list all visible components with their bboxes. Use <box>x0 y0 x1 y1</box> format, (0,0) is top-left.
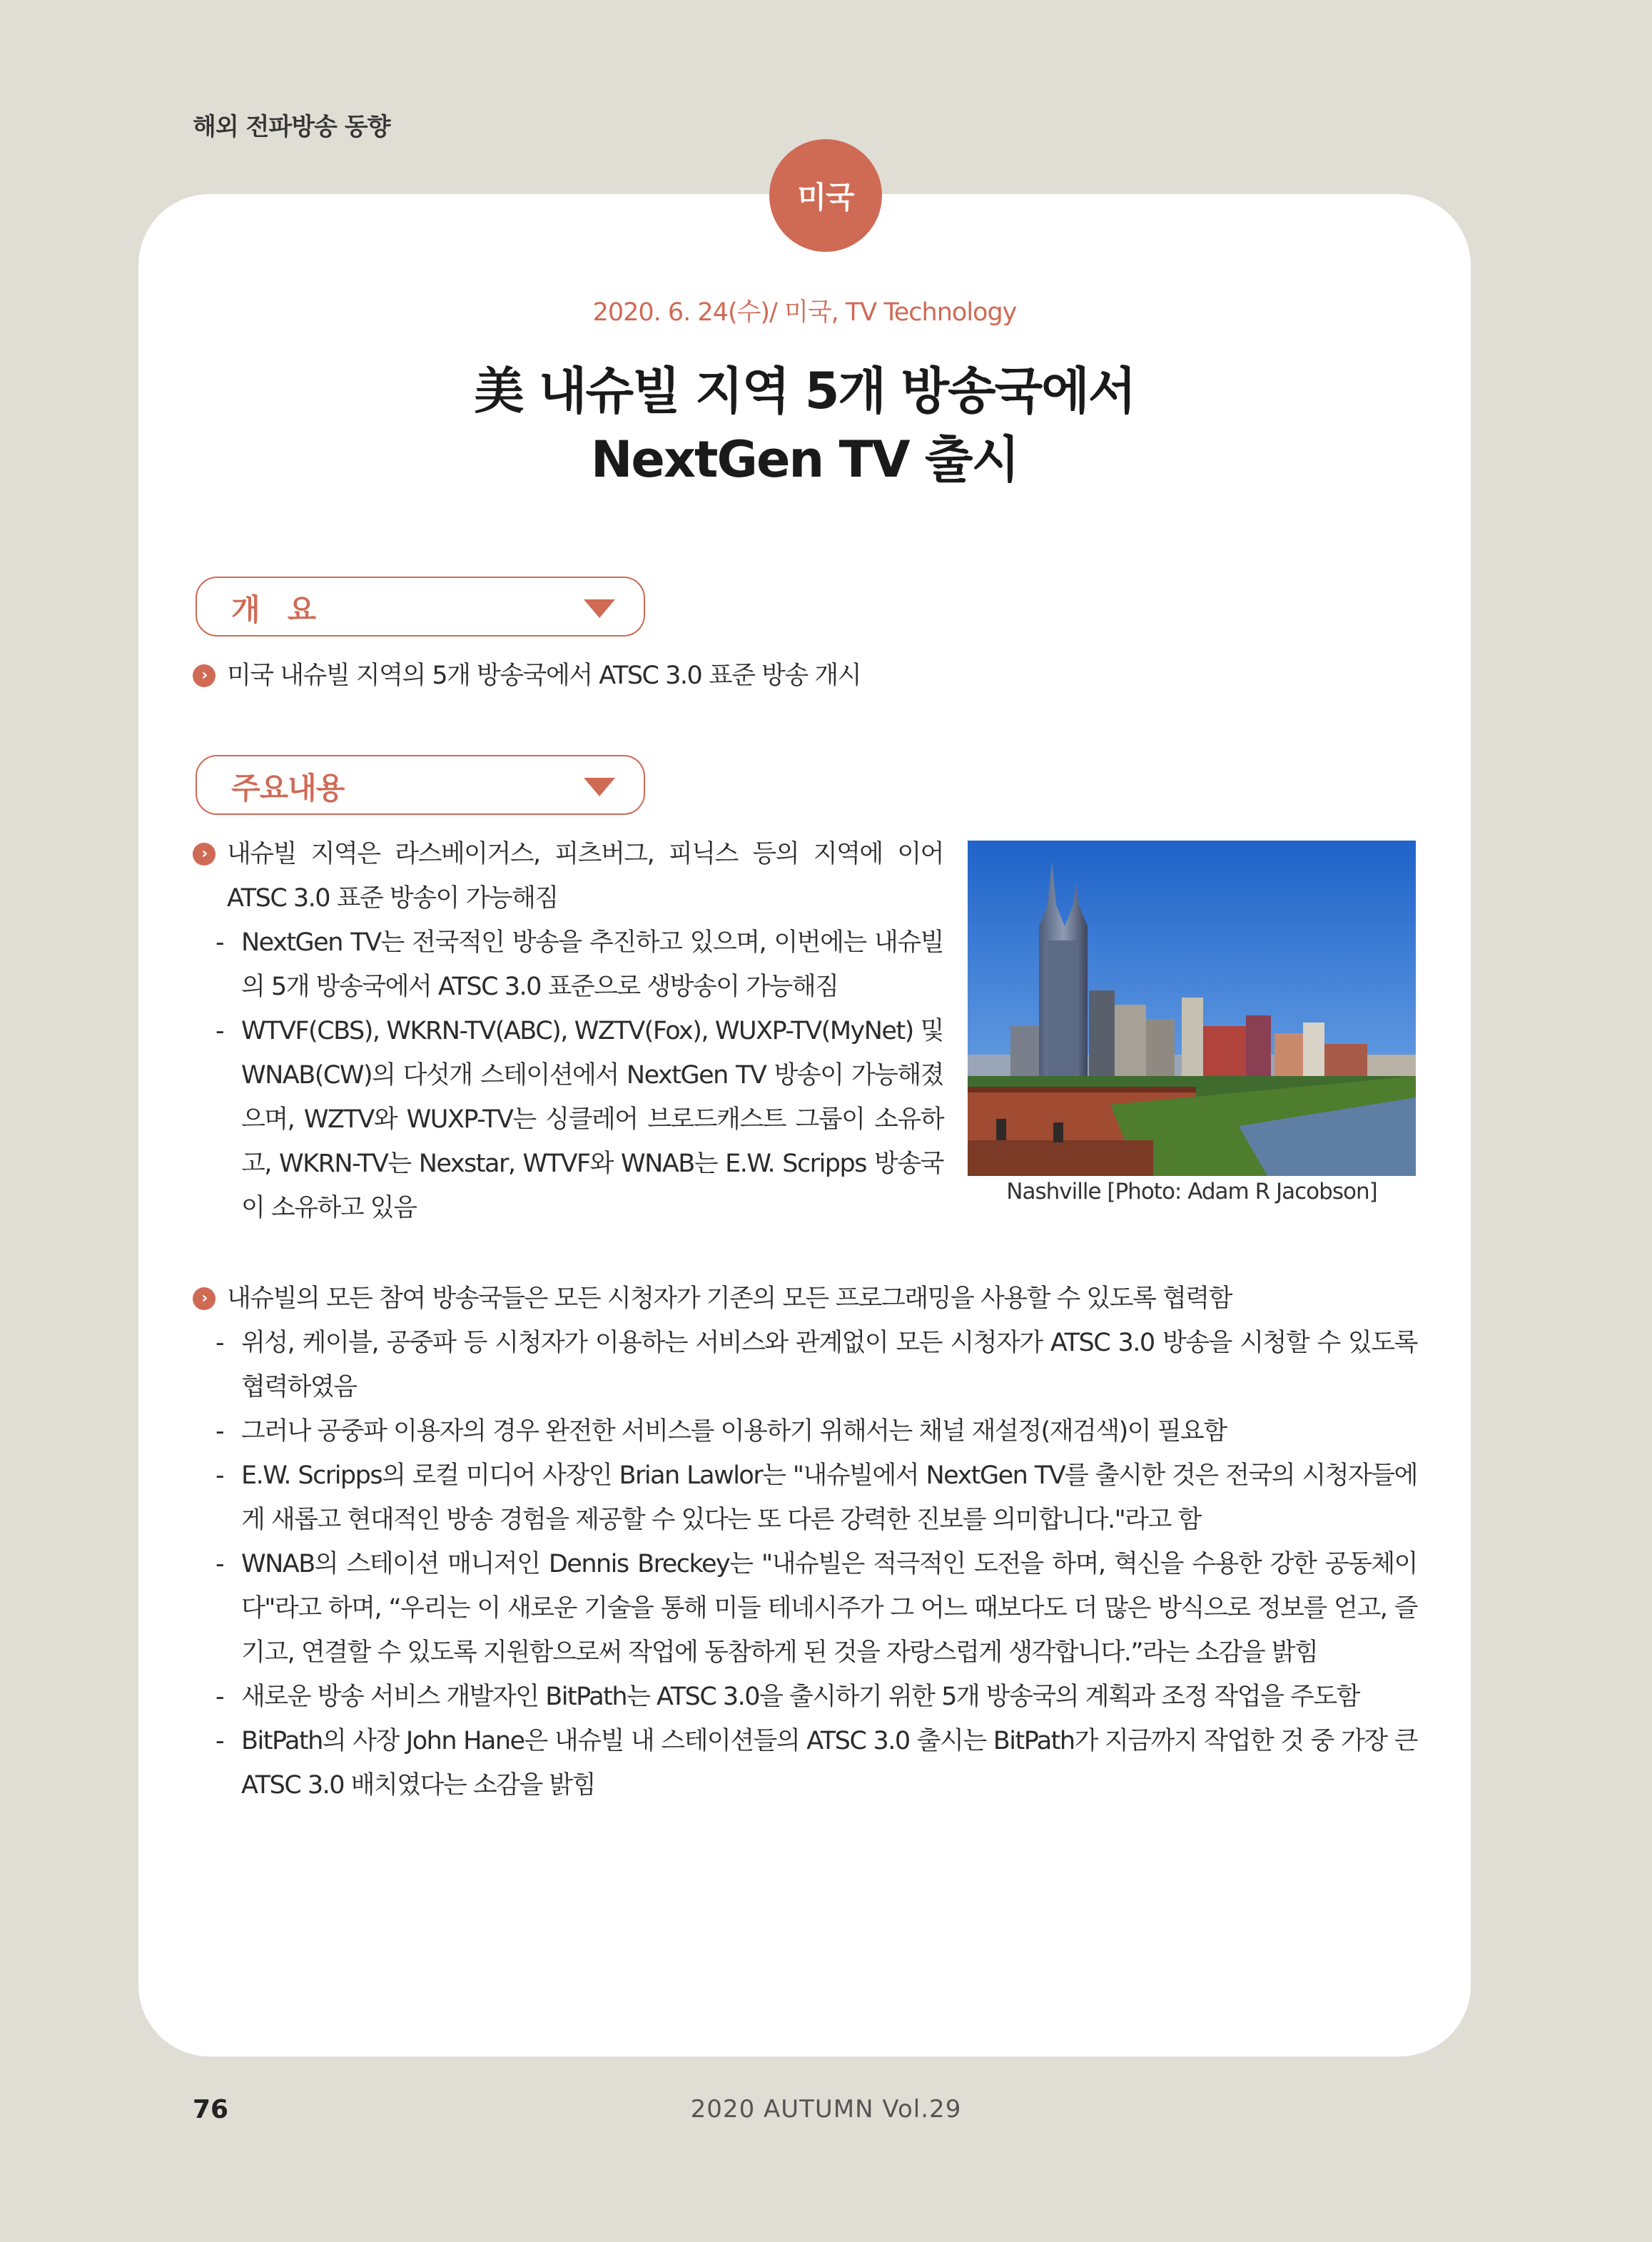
dash-text: E.W. Scripps의 로컬 미디어 사장인 Brian Lawlor는 "내슈빌에서 NextGen TV를 출시한 것은 전국의 시청자들에게 새롭고 현대적인 방송 경험을 제공할 수 있다는 또 다른 강력한 진보를 의미합니다."라고 함 <box>241 1461 1417 1534</box>
dash-text: 그러나 공중파 이용자의 경우 완전한 서비스를 이용하기 위해서는 채널 재설정(재검색)이 필요함 <box>241 1417 1227 1446</box>
nashville-photo <box>968 841 1416 1176</box>
overview-bullet <box>193 654 1420 698</box>
main-bullet-1-text: 내슈빌 지역은 라스베이거스, 피츠버그, 피닉스 등의 지역에 이어 ATSC 3.0 표준 방송이 가능해짐 <box>227 840 943 913</box>
dash-text: 위성, 케이블, 공중파 등 시청자가 이용하는 서비스와 관계없이 모든 시청자가 ATSC 3.0 방송을 시청할 수 있도록 협력하였음 <box>241 1329 1417 1401</box>
main-heading: 주요내용 <box>231 771 345 806</box>
main-bullet-1 <box>193 832 943 920</box>
chevron-right-circle-icon: › <box>193 664 216 687</box>
title-line-2: NextGen TV 출시 <box>590 430 1019 489</box>
main-dash-1-2: - WTVF(CBS), WKRN-TV(ABC), WZTV(Fox), WUXP-TV(MyNet) 및 WNAB(CW)의 다섯개 스테이션에서 NextGen TV 방송이 가능해졌으며, WZTV와 WUXP-TV는 싱클레어 브로드캐스트 그룹이 소유하고, WKRN-TV는 Nexstar, WTVF와 WNAB는 E.W. Scripps 방송국이 소유하고 있음 <box>216 1017 943 1222</box>
issue-label: 2020 AUTUMN Vol.29 <box>690 2095 962 2124</box>
triangle-down-icon <box>584 778 615 796</box>
main-dash-1-1: - NextGen TV는 전국적인 방송을 추진하고 있으며, 이번에는 내슈빌의 5개 방송국에서 ATSC 3.0 표준으로 생방송이 가능해짐 <box>216 928 943 1001</box>
overview-paragraph <box>193 654 1420 698</box>
overview-bullet-text: 미국 내슈빌 지역의 5개 방송국에서 ATSC 3.0 표준 방송 개시 <box>227 661 861 690</box>
section-header: 해외 전파방송 동향 <box>193 113 390 141</box>
page-number: 76 <box>193 2095 229 2124</box>
dash-text: 새로운 방송 서비스 개발자인 BitPath는 ATSC 3.0을 출시하기 위한 5개 방송국의 계획과 조정 작업을 주도함 <box>241 1683 1359 1711</box>
country-badge: 미국 <box>769 139 882 252</box>
main-dash-2-4: - WNAB의 스테이션 매니저인 Dennis Breckey는 "내슈빌은 적극적인 도전을 하며, 혁신을 수용한 강한 공동체이다"라고 하며, “우리는 이 새로운 기술을 통해 미들 테네시주가 그 어느 때보다도 더 많은 방식으로 정보를 얻고, 즐기고, 연결할 수 있도록 지원함으로써 작업에 동참하게 된 것을 자랑스럽게 생각합니다.”라는 소감을 밝힘 <box>216 1550 1417 1667</box>
main-dash-2-3: - E.W. Scripps의 로컬 미디어 사장인 Brian Lawlor는 "내슈빌에서 NextGen TV를 출시한 것은 전국의 시청자들에게 새롭고 현대적인 방송 경험을 제공할 수 있다는 또 다른 강력한 진보를 의미합니다."라고 함 <box>216 1461 1417 1534</box>
article-dateline: 2020. 6. 24(수)/ 미국, TV Technology <box>592 298 1017 327</box>
main-section-header <box>196 755 645 815</box>
dash-text: BitPath의 사장 John Hane은 내슈빌 내 스테이션들의 ATSC 3.0 출시는 BitPath가 지금까지 작업한 것 중 가장 큰 ATSC 3.0 배치였다는 소감을 밝힘 <box>241 1727 1417 1800</box>
overview-section-header <box>196 577 645 636</box>
dash-text: WNAB의 스테이션 매니저인 Dennis Breckey는 "내슈빌은 적극적인 도전을 하며, 혁신을 수용한 강한 공동체이다"라고 하며, “우리는 이 새로운 기술을 통해 미들 테네시주가 그 어느 때보다도 더 많은 방식으로 정보를 얻고, 즐기고, 연결할 수 있도록 지원함으로써 작업에 동참하게 된 것을 자랑스럽게 생각합니다.”라는 소감을 밝힘 <box>241 1550 1417 1667</box>
chevron-right-circle-icon: › <box>193 1287 216 1310</box>
dash-text: WTVF(CBS), WKRN-TV(ABC), WZTV(Fox), WUXP-TV(MyNet) 및 WNAB(CW)의 다섯개 스테이션에서 NextGen TV 방송이 가능해졌으며, WZTV와 WUXP-TV는 싱클레어 브로드캐스트 그룹이 소유하고, WKRN-TV는 Nexstar, WTVF와 WNAB는 E.W. Scripps 방송국이 소유하고 있음 <box>241 1017 943 1222</box>
photo-caption: Nashville [Photo: Adam R Jacobson] <box>1006 1179 1377 1204</box>
triangle-down-icon <box>584 599 615 618</box>
main-block-1 <box>193 832 943 1230</box>
main-block-2 <box>193 1277 1417 1807</box>
overview-heading: 개요 <box>231 592 344 627</box>
main-bullet-2 <box>193 1277 1417 1321</box>
dash-text: NextGen TV는 전국적인 방송을 추진하고 있으며, 이번에는 내슈빌의 5개 방송국에서 ATSC 3.0 표준으로 생방송이 가능해짐 <box>241 928 943 1001</box>
main-dash-2-6: - BitPath의 사장 John Hane은 내슈빌 내 스테이션들의 ATSC 3.0 출시는 BitPath가 지금까지 작업한 것 중 가장 큰 ATSC 3.0 배치였다는 소감을 밝힘 <box>216 1727 1417 1800</box>
article-title <box>138 357 1471 494</box>
main-dash-2-2: - 그러나 공중파 이용자의 경우 완전한 서비스를 이용하기 위해서는 채널 재설정(재검색)이 필요함 <box>216 1417 1227 1446</box>
main-dash-2-5: - 새로운 방송 서비스 개발자인 BitPath는 ATSC 3.0을 출시하기 위한 5개 방송국의 계획과 조정 작업을 주도함 <box>216 1683 1359 1711</box>
chevron-right-circle-icon: › <box>193 843 216 866</box>
main-dash-2-1: - 위성, 케이블, 공중파 등 시청자가 이용하는 서비스와 관계없이 모든 시청자가 ATSC 3.0 방송을 시청할 수 있도록 협력하였음 <box>216 1329 1417 1401</box>
main-bullet-2-text: 내슈빌의 모든 참여 방송국들은 모든 시청자가 기존의 모든 프로그래밍을 사용할 수 있도록 협력함 <box>227 1284 1232 1313</box>
title-line-1: 美 내슈빌 지역 5개 방송국에서 <box>474 362 1135 420</box>
